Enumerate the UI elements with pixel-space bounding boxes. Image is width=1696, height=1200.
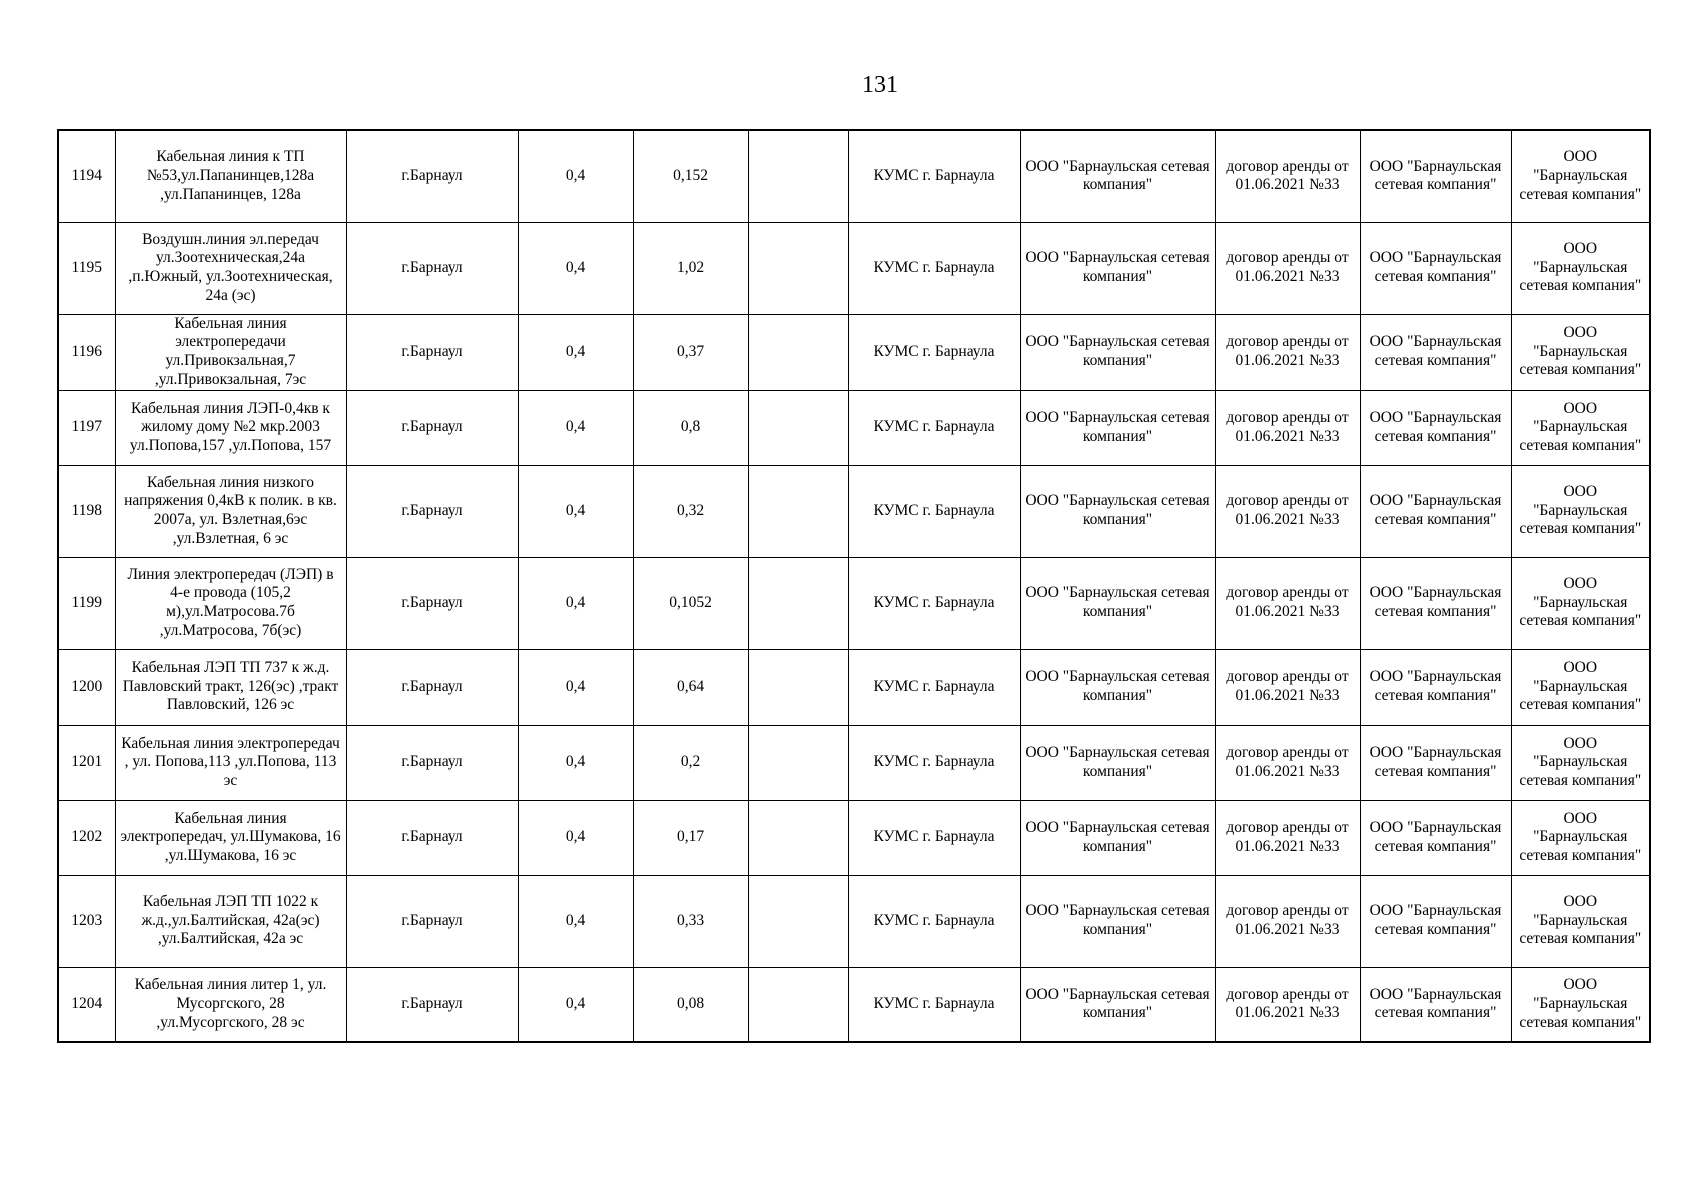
voltage-cell: 0,4 — [518, 557, 633, 649]
operator-cell: ООО "Барнаульская сетевая компания" — [1360, 130, 1511, 222]
length-cell: 0,152 — [633, 130, 748, 222]
empty-cell — [748, 557, 848, 649]
contract-cell: договор аренды от 01.06.2021 №33 — [1215, 649, 1360, 725]
length-cell: 0,8 — [633, 390, 748, 465]
row-number-cell: 1195 — [58, 222, 115, 314]
empty-cell — [748, 390, 848, 465]
operator2-cell: ООО "Барнаульская сетевая компания" — [1511, 557, 1650, 649]
operator2-cell: ООО "Барнаульская сетевая компания" — [1511, 314, 1650, 390]
owner-cell: КУМС г. Барнаула — [848, 800, 1020, 875]
line-name-cell: Кабельная линия к ТП №53,ул.Папанинцев,128а ,ул.Папанинцев, 128а — [115, 130, 346, 222]
city-cell: г.Барнаул — [346, 800, 518, 875]
operator-cell: ООО "Барнаульская сетевая компания" — [1360, 557, 1511, 649]
table-row — [58, 875, 1650, 967]
length-cell: 0,33 — [633, 875, 748, 967]
operator2-cell: ООО "Барнаульская сетевая компания" — [1511, 390, 1650, 465]
length-cell: 0,1052 — [633, 557, 748, 649]
table-row — [58, 390, 1650, 465]
table-row — [58, 725, 1650, 800]
operator-cell: ООО "Барнаульская сетевая компания" — [1360, 390, 1511, 465]
holder-cell: ООО "Барнаульская сетевая компания" — [1020, 967, 1215, 1042]
operator-cell: ООО "Барнаульская сетевая компания" — [1360, 465, 1511, 557]
row-number-cell: 1199 — [58, 557, 115, 649]
operator2-cell: ООО "Барнаульская сетевая компания" — [1511, 725, 1650, 800]
holder-cell: ООО "Барнаульская сетевая компания" — [1020, 222, 1215, 314]
holder-cell: ООО "Барнаульская сетевая компания" — [1020, 557, 1215, 649]
empty-cell — [748, 222, 848, 314]
row-number-cell: 1204 — [58, 967, 115, 1042]
contract-cell: договор аренды от 01.06.2021 №33 — [1215, 875, 1360, 967]
operator2-cell: ООО "Барнаульская сетевая компания" — [1511, 875, 1650, 967]
voltage-cell: 0,4 — [518, 222, 633, 314]
operator-cell: ООО "Барнаульская сетевая компания" — [1360, 222, 1511, 314]
line-name-cell: Кабельная линия электропередач, ул.Шумакова, 16 ,ул.Шумакова, 16 эс — [115, 800, 346, 875]
city-cell: г.Барнаул — [346, 875, 518, 967]
contract-cell: договор аренды от 01.06.2021 №33 — [1215, 557, 1360, 649]
line-name-cell: Кабельная линия электропередачи ул.Привокзальная,7 ,ул.Привокзальная, 7эс — [115, 314, 346, 390]
holder-cell: ООО "Барнаульская сетевая компания" — [1020, 390, 1215, 465]
contract-cell: договор аренды от 01.06.2021 №33 — [1215, 130, 1360, 222]
owner-cell: КУМС г. Барнаула — [848, 649, 1020, 725]
empty-cell — [748, 725, 848, 800]
contract-cell: договор аренды от 01.06.2021 №33 — [1215, 725, 1360, 800]
city-cell: г.Барнаул — [346, 222, 518, 314]
city-cell: г.Барнаул — [346, 130, 518, 222]
operator2-cell: ООО "Барнаульская сетевая компания" — [1511, 967, 1650, 1042]
owner-cell: КУМС г. Барнаула — [848, 222, 1020, 314]
operator-cell: ООО "Барнаульская сетевая компания" — [1360, 875, 1511, 967]
city-cell: г.Барнаул — [346, 314, 518, 390]
empty-cell — [748, 875, 848, 967]
empty-cell — [748, 130, 848, 222]
length-cell: 0,64 — [633, 649, 748, 725]
table-row — [58, 314, 1650, 390]
table-body — [58, 130, 1650, 1042]
holder-cell: ООО "Барнаульская сетевая компания" — [1020, 465, 1215, 557]
length-cell: 0,32 — [633, 465, 748, 557]
row-number-cell: 1198 — [58, 465, 115, 557]
row-number-cell: 1201 — [58, 725, 115, 800]
row-number-cell: 1200 — [58, 649, 115, 725]
contract-cell: договор аренды от 01.06.2021 №33 — [1215, 800, 1360, 875]
city-cell: г.Барнаул — [346, 557, 518, 649]
contract-cell: договор аренды от 01.06.2021 №33 — [1215, 390, 1360, 465]
asset-registry-table — [57, 129, 1651, 1043]
contract-cell: договор аренды от 01.06.2021 №33 — [1215, 465, 1360, 557]
voltage-cell: 0,4 — [518, 725, 633, 800]
holder-cell: ООО "Барнаульская сетевая компания" — [1020, 800, 1215, 875]
empty-cell — [748, 967, 848, 1042]
operator2-cell: ООО "Барнаульская сетевая компания" — [1511, 800, 1650, 875]
holder-cell: ООО "Барнаульская сетевая компания" — [1020, 649, 1215, 725]
empty-cell — [748, 800, 848, 875]
contract-cell: договор аренды от 01.06.2021 №33 — [1215, 314, 1360, 390]
length-cell: 0,2 — [633, 725, 748, 800]
operator2-cell: ООО "Барнаульская сетевая компания" — [1511, 649, 1650, 725]
holder-cell: ООО "Барнаульская сетевая компания" — [1020, 725, 1215, 800]
city-cell: г.Барнаул — [346, 725, 518, 800]
voltage-cell: 0,4 — [518, 390, 633, 465]
owner-cell: КУМС г. Барнаула — [848, 390, 1020, 465]
length-cell: 0,17 — [633, 800, 748, 875]
line-name-cell: Кабельная линия ЛЭП-0,4кв к жилому дому №2 мкр.2003 ул.Попова,157 ,ул.Попова, 157 — [115, 390, 346, 465]
operator-cell: ООО "Барнаульская сетевая компания" — [1360, 967, 1511, 1042]
line-name-cell: Кабельная ЛЭП ТП 737 к ж.д. Павловский тракт, 126(эс) ,тракт Павловский, 126 эс — [115, 649, 346, 725]
owner-cell: КУМС г. Барнаула — [848, 967, 1020, 1042]
length-cell: 1,02 — [633, 222, 748, 314]
row-number-cell: 1202 — [58, 800, 115, 875]
length-cell: 0,37 — [633, 314, 748, 390]
line-name-cell: Кабельная линия литер 1, ул. Мусоргского, 28 ,ул.Мусоргского, 28 эс — [115, 967, 346, 1042]
table-row — [58, 465, 1650, 557]
operator-cell: ООО "Барнаульская сетевая компания" — [1360, 725, 1511, 800]
voltage-cell: 0,4 — [518, 800, 633, 875]
holder-cell: ООО "Барнаульская сетевая компания" — [1020, 875, 1215, 967]
line-name-cell: Кабельная линия электропередач , ул. Попова,113 ,ул.Попова, 113 эс — [115, 725, 346, 800]
empty-cell — [748, 314, 848, 390]
table-row — [58, 557, 1650, 649]
operator-cell: ООО "Барнаульская сетевая компания" — [1360, 649, 1511, 725]
voltage-cell: 0,4 — [518, 130, 633, 222]
holder-cell: ООО "Барнаульская сетевая компания" — [1020, 314, 1215, 390]
city-cell: г.Барнаул — [346, 649, 518, 725]
operator2-cell: ООО "Барнаульская сетевая компания" — [1511, 465, 1650, 557]
table-row — [58, 800, 1650, 875]
empty-cell — [748, 649, 848, 725]
table-row — [58, 967, 1650, 1042]
voltage-cell: 0,4 — [518, 465, 633, 557]
table-row — [58, 222, 1650, 314]
owner-cell: КУМС г. Барнаула — [848, 557, 1020, 649]
page-number: 131 — [862, 72, 898, 98]
voltage-cell: 0,4 — [518, 967, 633, 1042]
operator2-cell: ООО "Барнаульская сетевая компания" — [1511, 222, 1650, 314]
contract-cell: договор аренды от 01.06.2021 №33 — [1215, 222, 1360, 314]
row-number-cell: 1196 — [58, 314, 115, 390]
line-name-cell: Кабельная линия низкого напряжения 0,4кВ к полик. в кв. 2007а, ул. Взлетная,6эс ,ул.Взлетная, 6 эс — [115, 465, 346, 557]
voltage-cell: 0,4 — [518, 314, 633, 390]
operator2-cell: ООО "Барнаульская сетевая компания" — [1511, 130, 1650, 222]
city-cell: г.Барнаул — [346, 465, 518, 557]
line-name-cell: Воздушн.линия эл.передач ул.Зоотехническая,24а ,п.Южный, ул.Зоотехническая, 24а (эс) — [115, 222, 346, 314]
row-number-cell: 1194 — [58, 130, 115, 222]
voltage-cell: 0,4 — [518, 875, 633, 967]
row-number-cell: 1203 — [58, 875, 115, 967]
empty-cell — [748, 465, 848, 557]
operator-cell: ООО "Барнаульская сетевая компания" — [1360, 800, 1511, 875]
owner-cell: КУМС г. Барнаула — [848, 465, 1020, 557]
row-number-cell: 1197 — [58, 390, 115, 465]
length-cell: 0,08 — [633, 967, 748, 1042]
contract-cell: договор аренды от 01.06.2021 №33 — [1215, 967, 1360, 1042]
owner-cell: КУМС г. Барнаула — [848, 314, 1020, 390]
line-name-cell: Кабельная ЛЭП ТП 1022 к ж.д.,ул.Балтийская, 42а(эс) ,ул.Балтийская, 42а эс — [115, 875, 346, 967]
line-name-cell: Линия электропередач (ЛЭП) в 4-е провода (105,2 м),ул.Матросова.7б ,ул.Матросова, 7б(эс) — [115, 557, 346, 649]
table-row — [58, 649, 1650, 725]
voltage-cell: 0,4 — [518, 649, 633, 725]
city-cell: г.Барнаул — [346, 967, 518, 1042]
owner-cell: КУМС г. Барнаула — [848, 725, 1020, 800]
city-cell: г.Барнаул — [346, 390, 518, 465]
operator-cell: ООО "Барнаульская сетевая компания" — [1360, 314, 1511, 390]
holder-cell: ООО "Барнаульская сетевая компания" — [1020, 130, 1215, 222]
owner-cell: КУМС г. Барнаула — [848, 130, 1020, 222]
table-row — [58, 130, 1650, 222]
owner-cell: КУМС г. Барнаула — [848, 875, 1020, 967]
